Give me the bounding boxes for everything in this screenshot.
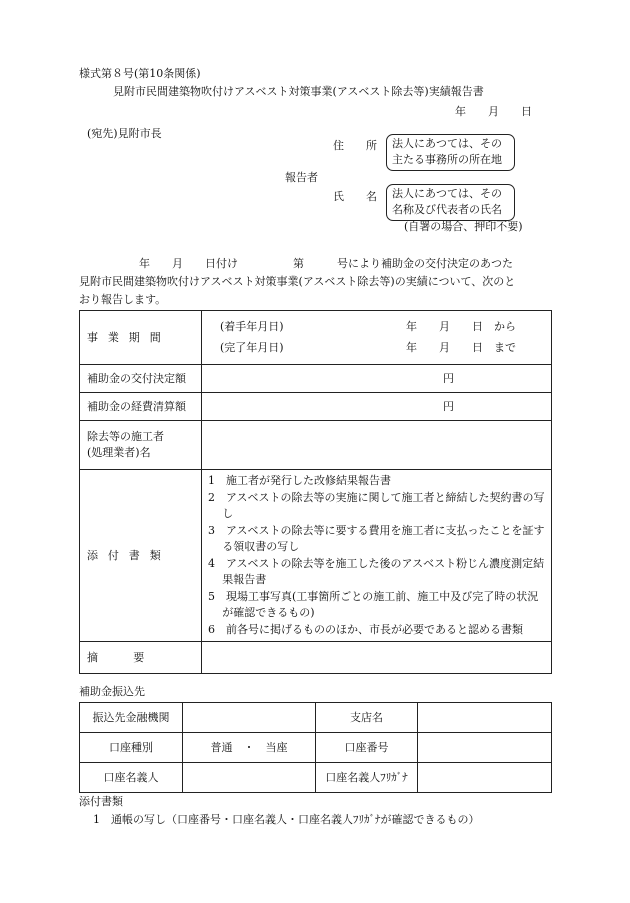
attached-docs-item: 1 通帳の写し（口座番号・口座名義人・口座名義人ﾌﾘｶﾞﾅが確認できるもの） bbox=[93, 813, 480, 826]
addressee: (宛先)見附市長 bbox=[87, 127, 162, 140]
end-date-value: 年 月 日 まで bbox=[406, 341, 516, 354]
start-date-label: (着手年月日) bbox=[220, 320, 284, 333]
branch-value[interactable] bbox=[418, 703, 552, 733]
address-label: 住 所 bbox=[333, 139, 377, 152]
attachments-label-cell bbox=[80, 470, 202, 642]
institution-label: 振込先金融機関 bbox=[80, 703, 183, 733]
summary-label-cell bbox=[80, 642, 202, 674]
grant-decision-value[interactable] bbox=[202, 365, 552, 393]
name-note-2: 名称及び代表者の氏名 bbox=[392, 203, 502, 216]
end-date-label: (完了年月日) bbox=[220, 341, 284, 354]
period-value-cell[interactable] bbox=[202, 311, 552, 365]
name-note-1: 法人にあつては、その bbox=[392, 187, 502, 200]
attachment-item: 3 アスベストの除去等に要する費用を施工者に支払ったことを証する領収書の写し bbox=[208, 523, 545, 553]
report-date: 年 月 日 bbox=[455, 105, 532, 118]
grant-decision-unit: 円 bbox=[443, 371, 454, 385]
grant-settlement-label: 補助金の経費清算額 bbox=[80, 393, 202, 421]
body-line-2: 見附市民間建築物吹付けアスベスト対策事業(アスベスト除去等)の実績について、次のと bbox=[79, 275, 516, 288]
address-note-2: 主たる事務所の所在地 bbox=[392, 153, 502, 166]
grant-decision-row bbox=[80, 365, 552, 393]
attachments-label: 添付書類 bbox=[87, 548, 171, 562]
summary-label: 摘要 bbox=[87, 650, 180, 664]
contractor-label-1: 除去等の施工者 bbox=[87, 430, 164, 444]
body-line-3: おり報告します。 bbox=[79, 293, 167, 306]
attachments-row bbox=[80, 470, 552, 642]
report-table bbox=[79, 310, 552, 674]
account-type-label: 口座種別 bbox=[80, 733, 183, 763]
attachment-item: 1 施工者が発行した改修結果報告書 bbox=[208, 474, 391, 487]
account-holder-label: 口座名義人 bbox=[80, 763, 183, 793]
document-title: 見附市民間建築物吹付けアスベスト対策事業(アスベスト除去等)実績報告書 bbox=[113, 85, 484, 98]
start-date-value: 年 月 日 から bbox=[406, 320, 516, 333]
contractor-label-2: (処理業者)名 bbox=[87, 446, 151, 459]
account-holder-kana-value[interactable] bbox=[418, 763, 552, 793]
address-note-1: 法人にあつては、その bbox=[392, 137, 502, 150]
bank-row bbox=[80, 733, 552, 763]
account-number-value[interactable] bbox=[418, 733, 552, 763]
period-row bbox=[80, 311, 552, 365]
contractor-label-cell bbox=[80, 421, 202, 470]
attachments-list bbox=[202, 470, 552, 642]
grant-settlement-unit: 円 bbox=[443, 399, 454, 413]
bank-table bbox=[79, 702, 552, 793]
summary-row bbox=[80, 642, 552, 674]
signature-note: (自署の場合、押印不要) bbox=[404, 220, 523, 233]
account-type-value[interactable]: 普通 ・ 当座 bbox=[183, 733, 316, 763]
attachment-item: 6 前各号に掲げるもののほか、市長が必要であると認める書類 bbox=[208, 622, 523, 636]
contractor-value[interactable] bbox=[202, 421, 552, 470]
attached-docs-title: 添付書類 bbox=[79, 795, 123, 808]
body-line-1: 年 月 日付け 第 号により補助金の交付決定のあつた bbox=[139, 257, 513, 270]
branch-label: 支店名 bbox=[316, 703, 418, 733]
institution-value[interactable] bbox=[183, 703, 316, 733]
account-holder-kana-label: 口座名義人ﾌﾘｶﾞﾅ bbox=[316, 763, 418, 793]
contractor-row bbox=[80, 421, 552, 470]
grant-settlement-row bbox=[80, 393, 552, 421]
bank-row bbox=[80, 703, 552, 733]
form-number: 様式第８号(第10条関係) bbox=[79, 67, 201, 80]
period-label-cell bbox=[80, 311, 202, 365]
summary-value[interactable] bbox=[202, 642, 552, 674]
bank-row bbox=[80, 763, 552, 793]
name-label: 氏 名 bbox=[333, 190, 377, 203]
attachment-item: 4 アスベストの除去等を施工した後のアスベスト粉じん濃度測定結果報告書 bbox=[208, 556, 545, 586]
attachment-item: 5 現場工事写真(工事箇所ごとの施工前、施工中及び完了時の状況が確認できるもの) bbox=[208, 589, 539, 619]
period-label: 事業期間 bbox=[87, 330, 171, 344]
reporter-label: 報告者 bbox=[285, 171, 318, 184]
bank-section-title: 補助金振込先 bbox=[79, 685, 145, 698]
attachment-item: 2 アスベストの除去等の実施に関して施工者と締結した契約書の写し bbox=[208, 490, 545, 520]
grant-settlement-value[interactable] bbox=[202, 393, 552, 421]
grant-decision-label: 補助金の交付決定額 bbox=[80, 365, 202, 393]
account-number-label: 口座番号 bbox=[316, 733, 418, 763]
account-holder-value[interactable] bbox=[183, 763, 316, 793]
